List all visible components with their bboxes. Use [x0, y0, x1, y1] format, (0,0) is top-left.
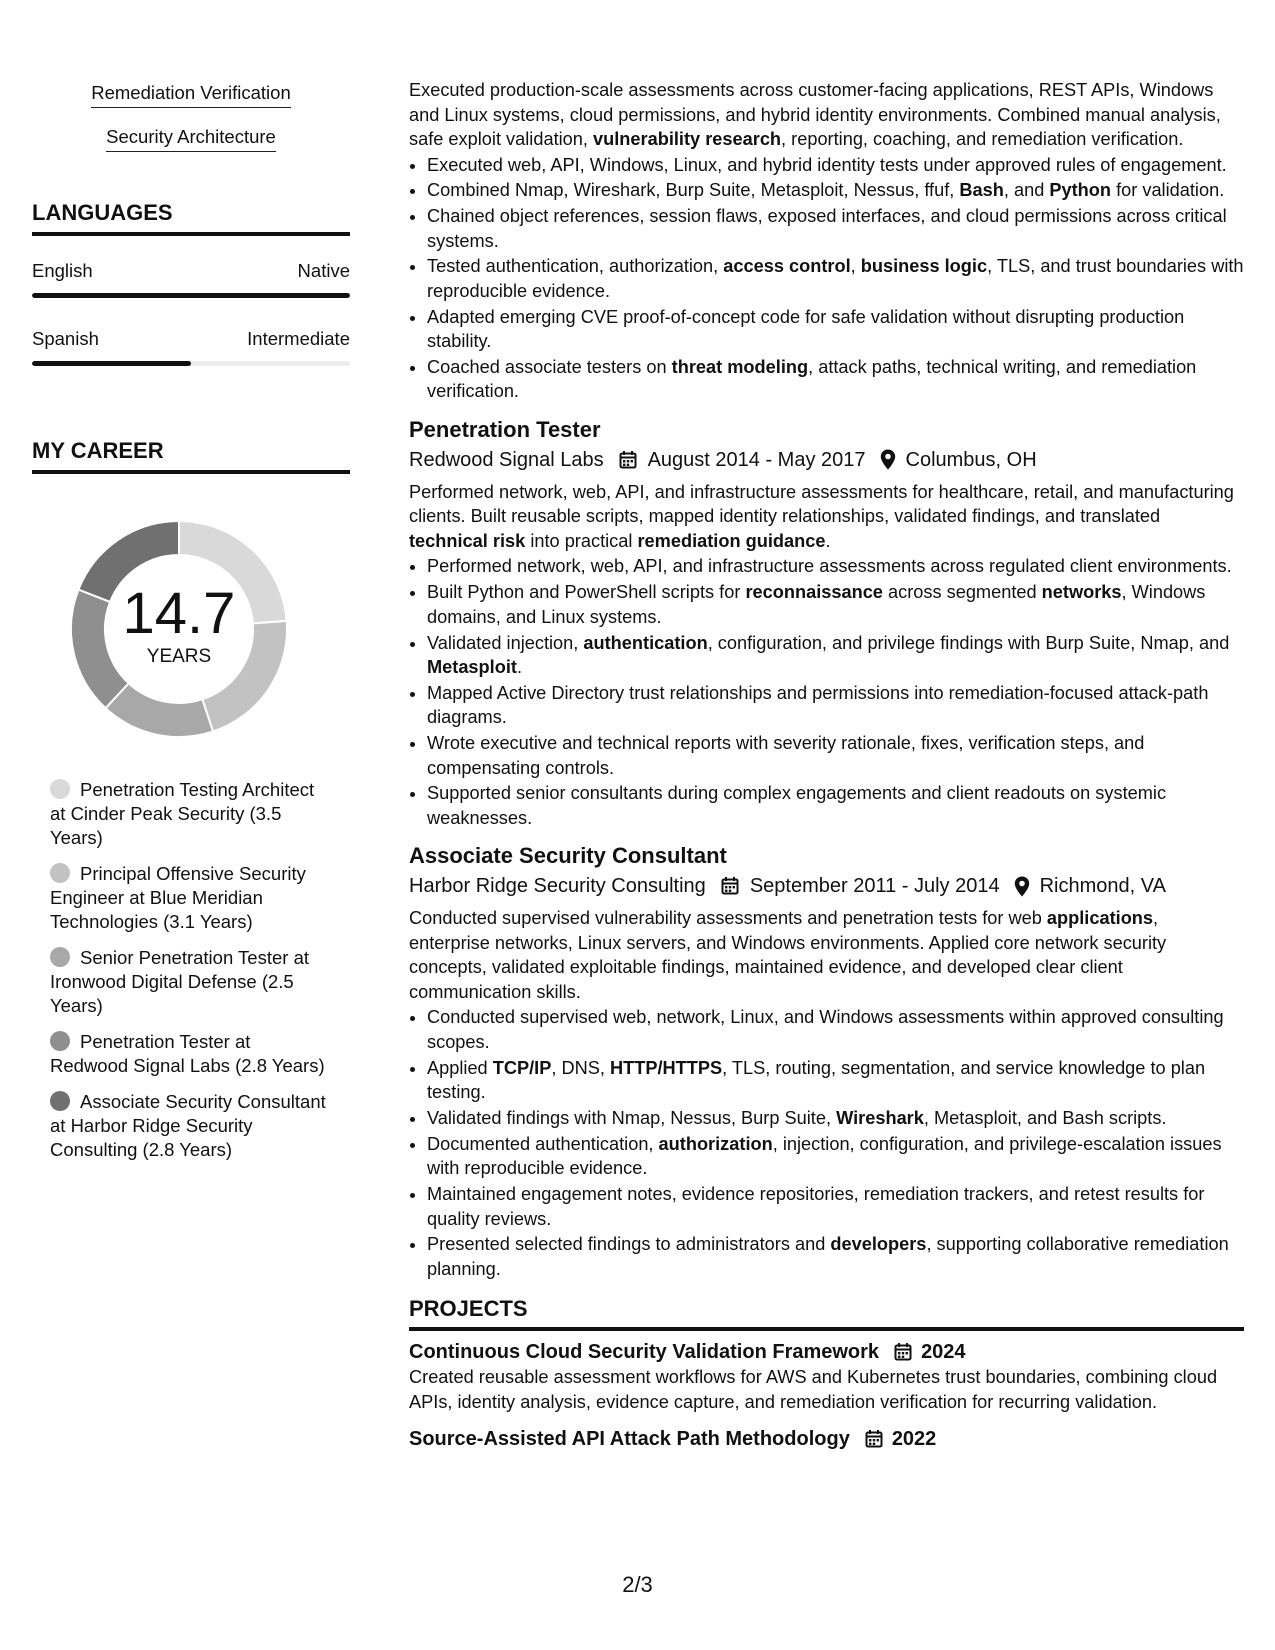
text-run: , and — [1003, 180, 1050, 201]
career-total-years: 14.7 — [122, 581, 236, 646]
bold-keyword: Metasploit — [427, 657, 517, 678]
text-run: Mapped Active Directory trust relationships and permissions into remediation-focused attack-path diagrams. — [427, 682, 1209, 728]
bold-keyword: Bash — [959, 180, 1004, 201]
text-run: Wrote executive and technical reports with severity rationale, fixes, verification steps, and compensating controls. — [427, 733, 1145, 778]
text-run: , TLS, and trust boundaries with reproducible evidence. — [427, 256, 1244, 301]
calendar-icon — [864, 1429, 884, 1449]
text-run: Supported senior consultants during complex engagements and client readouts on systemic weaknesses. — [427, 783, 1167, 828]
legend-dot-icon — [50, 1031, 70, 1051]
text-run: Built Python and PowerShell scripts for — [427, 582, 746, 603]
language-item — [32, 328, 350, 366]
career-legend-item — [50, 1090, 330, 1162]
career-legend-item — [50, 862, 330, 934]
job-bullets — [409, 554, 1244, 830]
bold-keyword: vulnerability research — [593, 129, 782, 149]
calendar-icon — [618, 450, 638, 470]
text-run: Executed web, API, Windows, Linux, and hybrid identity tests under approved rules of engagement. — [427, 154, 1227, 175]
text-run: Conducted supervised web, network, Linux, and Windows assessments within approved consulting scopes. — [427, 1007, 1224, 1052]
skill-tag: Remediation Verification — [91, 82, 291, 108]
job-title: Associate Security Consultant — [409, 843, 727, 869]
company-name: Redwood Signal Labs — [409, 448, 604, 471]
text-run: Performed network, web, API, and infrastructure assessments across regulated client environments. — [427, 556, 1232, 577]
bold-keyword: Wireshark — [836, 1108, 924, 1129]
legend-label: Senior Penetration Tester at Ironwood Digital Defense (2.5 Years) — [50, 947, 309, 1016]
project-year: 2024 — [921, 1341, 966, 1364]
bold-keyword: threat modeling — [671, 356, 809, 377]
calendar-icon — [720, 876, 740, 896]
text-run: Validated injection, — [427, 632, 584, 653]
projects-section — [409, 1295, 1244, 1452]
text-run: , reporting, coaching, and remediation verification. — [781, 129, 1184, 149]
bold-keyword: TCP/IP — [492, 1057, 552, 1078]
bullet-item — [427, 1056, 1244, 1105]
bold-keyword: developers — [830, 1234, 927, 1255]
language-bar-fill — [32, 293, 350, 298]
text-run: Applied — [427, 1057, 493, 1078]
skill-tags — [32, 82, 350, 152]
project-title: Continuous Cloud Security Validation Framework — [409, 1341, 880, 1364]
language-bar-fill — [32, 361, 191, 366]
map-pin-icon — [880, 449, 896, 470]
text-run: Validated findings with Nmap, Nessus, Burp Suite, — [427, 1108, 837, 1129]
bold-keyword: applications — [1046, 908, 1154, 929]
project-year: 2022 — [891, 1428, 937, 1451]
career-donut — [64, 514, 294, 744]
job-dates: August 2014 - May 2017 — [647, 448, 866, 471]
sidebar — [32, 82, 350, 1174]
text-run: Tested authentication, authorization, — [427, 256, 724, 277]
project-item — [409, 1339, 1244, 1414]
text-run: , injection, configuration, and privilege-escalation issues with reproducible evidence. — [427, 1133, 1222, 1179]
main-content — [409, 78, 1244, 1452]
bullet-item — [427, 355, 1244, 404]
job-entry — [409, 416, 1244, 830]
legend-label: Penetration Testing Architect at Cinder Peak Security (3.5 Years) — [50, 779, 315, 848]
career-total-unit: YEARS — [146, 646, 212, 667]
career-legend-item — [50, 946, 330, 1018]
bullet-item — [427, 1232, 1244, 1281]
bullet-item — [427, 631, 1244, 680]
legend-dot-icon — [50, 1091, 70, 1111]
text-run: , enterprise networks, Linux servers, and Windows environments. Applied core network security concepts, validated exploitable findings, maintained evidence, and developed clear client communication skills. — [409, 908, 1167, 1002]
bullet-item — [427, 681, 1244, 730]
text-run: , Metasploit, and Bash scripts. — [923, 1108, 1167, 1129]
bullet-item — [427, 204, 1244, 253]
calendar-icon — [893, 1342, 913, 1362]
bold-keyword: access control — [723, 256, 851, 277]
legend-dot-icon — [50, 947, 70, 967]
text-run: Conducted supervised vulnerability assessments and penetration tests for web — [409, 908, 1047, 929]
job-location: Columbus, OH — [905, 448, 1037, 471]
project-item — [409, 1426, 1244, 1452]
text-run: into practical — [525, 530, 638, 551]
text-run: Executed production-scale assessments across customer-facing applications, REST APIs, Windows and Linux systems, cloud permissions, and hybrid identity environments. Combined manual analysis, safe exploit validation, — [409, 80, 1221, 149]
bullet-item — [427, 731, 1244, 780]
job-summary — [409, 906, 1244, 1004]
bullet-item — [427, 554, 1244, 579]
bullet-item — [427, 1132, 1244, 1181]
text-run: , TLS, routing, segmentation, and service knowledge to plan testing. — [427, 1057, 1206, 1103]
language-item — [32, 260, 350, 298]
legend-dot-icon — [50, 863, 70, 883]
bold-keyword: Python — [1049, 180, 1112, 201]
text-run: , attack paths, technical writing, and remediation verification. — [427, 356, 1197, 402]
bold-keyword: technical risk — [409, 530, 526, 551]
legend-label: Associate Security Consultant at Harbor Ridge Security Consulting (2.8 Years) — [50, 1091, 326, 1160]
text-run: , — [850, 256, 861, 277]
company-name: Harbor Ridge Security Consulting — [409, 875, 706, 898]
bold-keyword: authorization — [658, 1133, 773, 1154]
job-entry — [409, 842, 1244, 1281]
career-legend — [50, 778, 330, 1162]
text-run: . — [825, 530, 831, 551]
text-run: Coached associate testers on — [427, 356, 672, 377]
text-run: Maintained engagement notes, evidence repositories, remediation trackers, and retest results for quality reviews. — [427, 1184, 1205, 1229]
bold-keyword: authentication — [583, 632, 708, 653]
text-run: Adapted emerging CVE proof-of-concept code for safe validation without disrupting production stability. — [427, 306, 1185, 352]
language-name: English — [32, 260, 93, 281]
text-run: , configuration, and privilege findings with Burp Suite, Nmap, and — [707, 632, 1230, 653]
career-legend-item — [50, 1030, 330, 1078]
text-run: across segmented — [882, 582, 1042, 603]
bullet-item — [427, 153, 1244, 178]
bullet-item — [427, 305, 1244, 354]
skill-tag: Security Architecture — [106, 126, 276, 152]
languages-heading: LANGUAGES — [32, 200, 350, 236]
job-bullets — [409, 1005, 1244, 1281]
bullet-item — [427, 178, 1244, 203]
job-summary — [409, 78, 1244, 152]
legend-label: Penetration Tester at Redwood Signal Labs (2.8 Years) — [50, 1031, 325, 1076]
text-run: , DNS, — [551, 1057, 610, 1078]
job-bullets — [409, 153, 1244, 404]
career-heading: MY CAREER — [32, 438, 350, 474]
bold-keyword: networks — [1041, 582, 1122, 603]
language-level: Intermediate — [247, 328, 350, 349]
bold-keyword: HTTP/HTTPS — [609, 1057, 723, 1078]
job-meta — [409, 873, 1244, 899]
bullet-item — [427, 1106, 1244, 1131]
bold-keyword: remediation guidance — [637, 530, 826, 551]
bullet-item — [427, 1182, 1244, 1231]
language-level: Native — [297, 260, 350, 281]
career-legend-item — [50, 778, 330, 850]
intro-job — [409, 78, 1244, 404]
bullet-item — [427, 1005, 1244, 1054]
page-number: 2/3 — [622, 1572, 653, 1597]
language-bar — [32, 361, 350, 366]
text-run: Presented selected findings to administrators and — [427, 1234, 831, 1255]
text-run: for validation. — [1111, 180, 1225, 201]
projects-heading: PROJECTS — [409, 1295, 1244, 1331]
legend-label: Principal Offensive Security Engineer at Blue Meridian Technologies (3.1 Years) — [50, 863, 306, 932]
text-run: . — [516, 657, 522, 678]
bold-keyword: reconnaissance — [745, 582, 883, 603]
project-title: Source-Assisted API Attack Path Methodology — [409, 1428, 850, 1451]
text-run: Chained object references, session flaws, exposed interfaces, and cloud permissions across critical systems. — [427, 206, 1227, 251]
job-summary — [409, 480, 1244, 554]
text-run: Combined Nmap, Wireshark, Burp Suite, Metasploit, Nessus, ffuf, — [427, 180, 960, 201]
text-run: , supporting collaborative remediation planning. — [427, 1234, 1229, 1279]
bullet-item — [427, 580, 1244, 629]
language-bar — [32, 293, 350, 298]
legend-dot-icon — [50, 779, 70, 799]
job-title: Penetration Tester — [409, 416, 601, 442]
languages-section — [32, 200, 350, 366]
bold-keyword: business logic — [860, 256, 988, 277]
project-description: Created reusable assessment workflows for AWS and Kubernetes trust boundaries, combining cloud APIs, identity analysis, evidence capture, and remediation verification for recurring validation. — [409, 1367, 1218, 1412]
text-run: Performed network, web, API, and infrastructure assessments for healthcare, retail, and manufacturing clients. Built reusable scripts, mapped identity relationships, validated findings, and translated — [409, 481, 1234, 527]
job-dates: September 2011 - July 2014 — [749, 875, 1000, 898]
text-run: Documented authentication, — [427, 1133, 659, 1154]
text-run: , Windows domains, and Linux systems. — [427, 582, 1206, 627]
language-name: Spanish — [32, 328, 99, 349]
job-meta — [409, 447, 1244, 473]
job-location: Richmond, VA — [1039, 875, 1166, 898]
bullet-item — [427, 781, 1244, 830]
bullet-item — [427, 254, 1244, 303]
career-section — [32, 438, 350, 1162]
map-pin-icon — [1014, 876, 1030, 897]
